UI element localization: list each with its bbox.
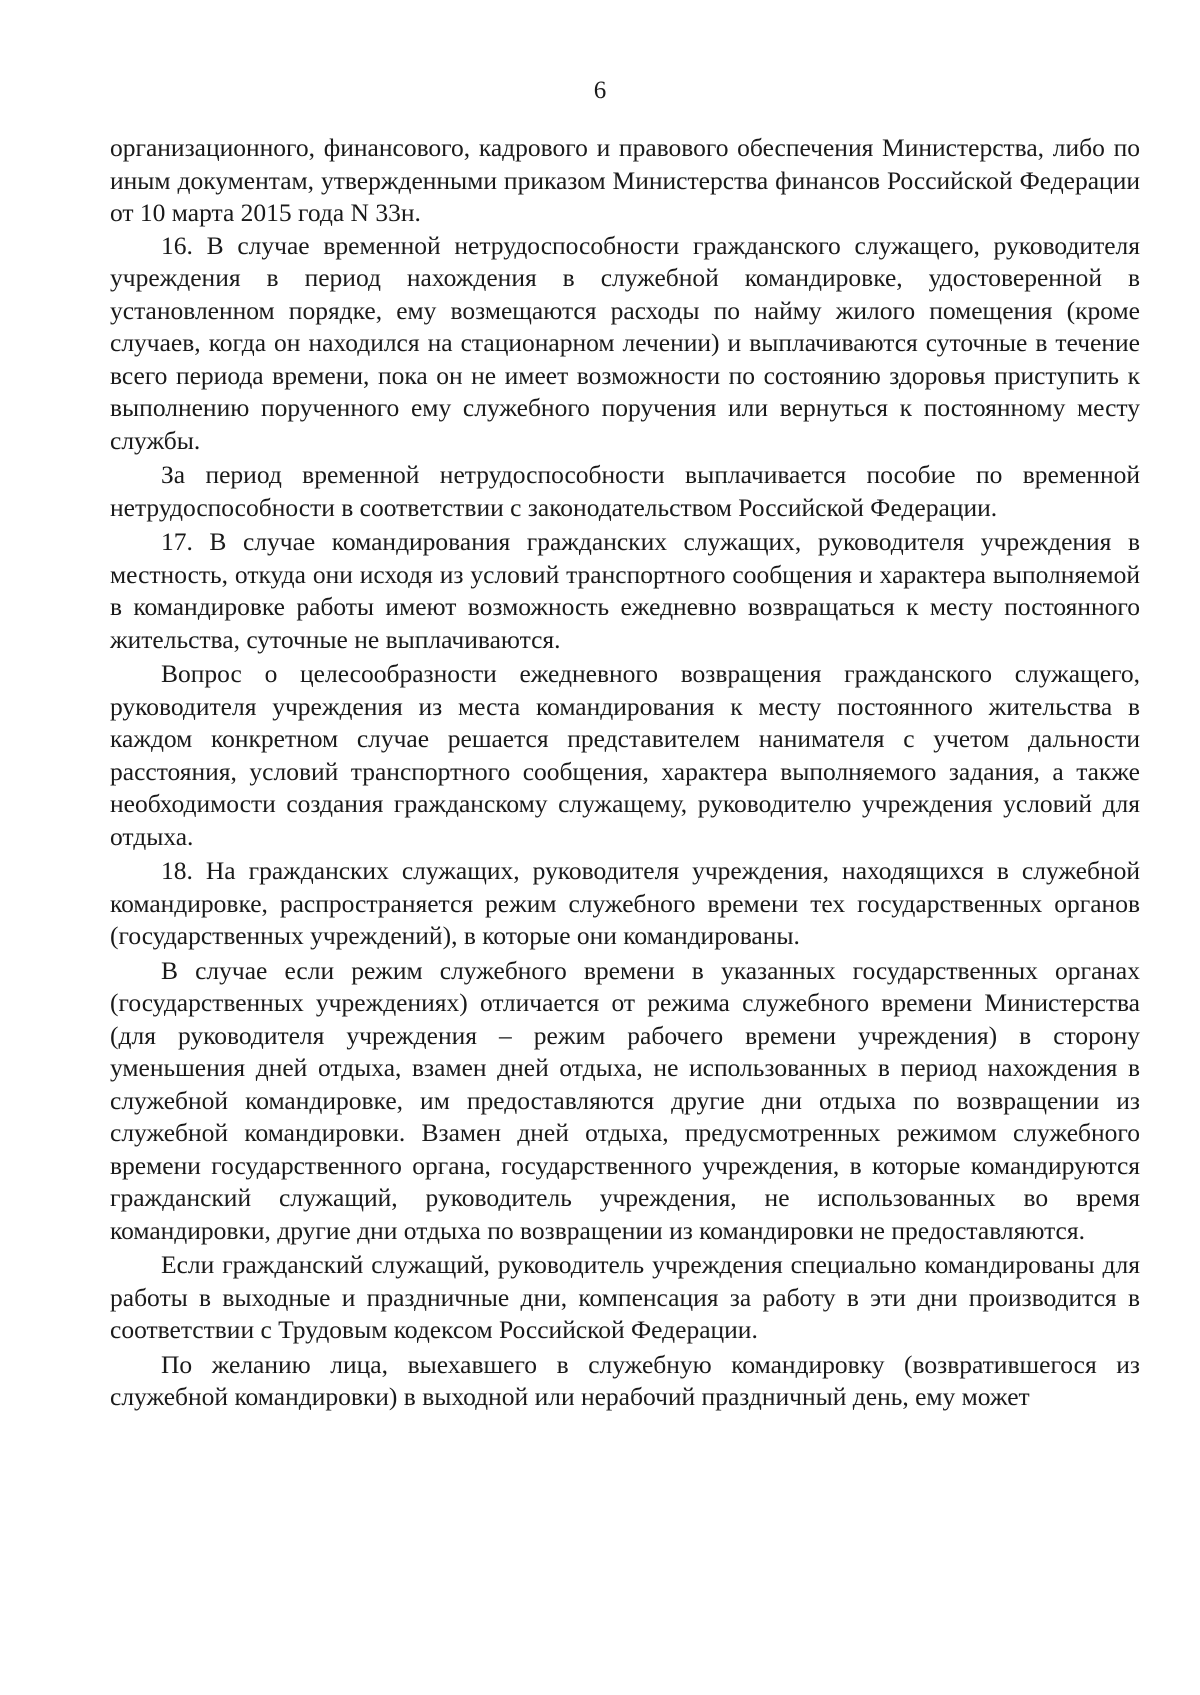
paragraph-daily-return: Вопрос о целесообразности ежедневного возвращения гражданского служащего, руководителя учреждения из места командирования к месту постоянного жительства в каждом конкретном случае решается представителем нанимателя с учетом дальности расстояния, условий транспортного сообщения, характера выполняемого задания, а также необходимости создания гражданскому служащему, руководителю учреждения условий для отдыха. [110,659,1140,851]
paragraph-item-17: 17. В случае командирования гражданских служащих, руководителя учреждения в местность, откуда они исходя из условий транспортного сообщения и характера выполняемой в командировке работы имеют возможность ежедневно возвращаться к месту постоянного жительства, суточные не выплачиваются. [110,527,1140,654]
page-number: 6 [593,77,607,104]
document-body [110,132,1140,1414]
paragraph-item-16: 16. В случае временной нетрудоспособности гражданского служащего, руководителя учреждения в период нахождения в служебной командировке, удостоверенной в установленном порядке, ему возмещаются расходы по найму жилого помещения (кроме случаев, когда он находился на стационарном лечении) и выплачиваются суточные в течение всего периода времени, пока он не имеет возможности по состоянию здоровья приступить к выполнению порученного ему служебного поручения или вернуться к постоянному месту службы. [110,230,1140,455]
paragraph-departure-weekend: По желанию лица, выехавшего в служебную командировку (возвратившегося из служебной командировки) в выходной или нерабочий праздничный день, ему может [110,1349,1140,1411]
paragraph-holiday-work: Если гражданский служащий, руководитель учреждения специально командированы для работы в выходные и праздничные дни, компенсация за работу в эти дни производится в соответствии с Трудовым кодексом Российской Федерации. [110,1250,1140,1344]
paragraph-item-18: 18. На гражданских служащих, руководителя учреждения, находящихся в служебной командировке, распространяется режим служебного времени тех государственных органов (государственных учреждений), в которые они командированы. [110,856,1140,950]
paragraph-continuation: организационного, финансового, кадрового и правового обеспечения Министерства, либо по иным документам, утвержденными приказом Министерства финансов Российской Федерации от 10 марта 2015 года N 33н. [110,133,1140,227]
paragraph-rest-days: В случае если режим служебного времени в указанных государственных органах (государственных учреждениях) отличается от режима служебного времени Министерства (для руководителя учреждения – режим рабочего времени учреждения) в сторону уменьшения дней отдыха, взамен дней отдыха, не использованных в период нахождения в служебной командировке, им предоставляются другие дни отдыха по возвращении из служебной командировки. Взамен дней отдыха, предусмотренных режимом служебного времени государственного органа, государственного учреждения, в которые командируются гражданский служащий, руководитель учреждения, не использованных во время командировки, другие дни отдыха по возвращении из командировки не предоставляются. [110,955,1140,1245]
paragraph-sick-leave-benefit: За период временной нетрудоспособности выплачивается пособие по временной нетрудоспособности в соответствии с законодательством Российской Федерации. [110,460,1140,522]
